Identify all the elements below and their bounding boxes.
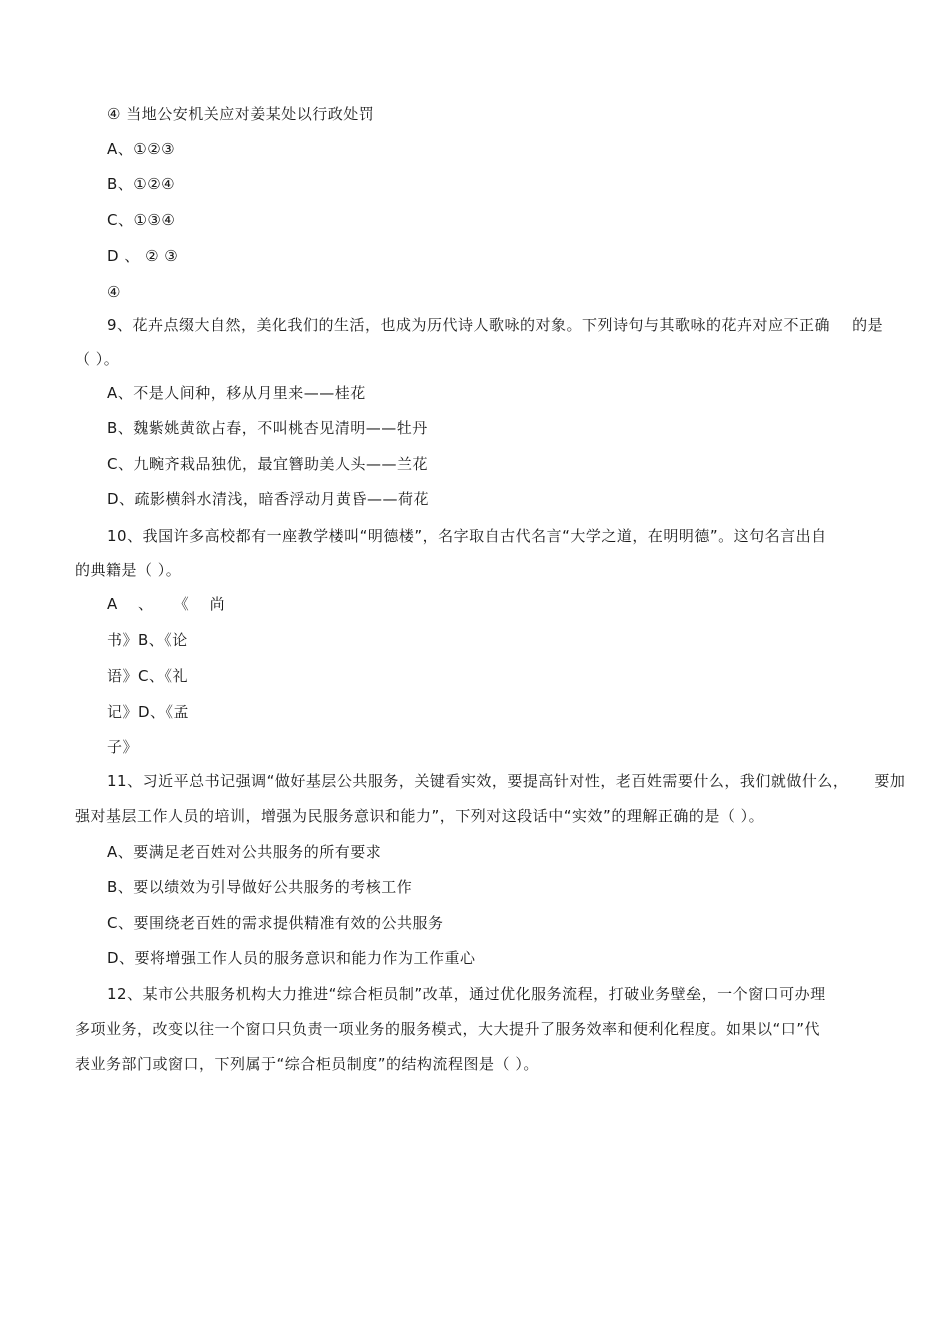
- q11-option-b: B、要以绩效为引导做好公共服务的考核工作: [107, 878, 413, 896]
- q11-stem-line2: 强对基层工作人员的培训，增强为民服务意识和能力”，下列对这段话中“实效”的理解正确的是（ ）。: [75, 807, 765, 825]
- q8-statement-4: ④ 当地公安机关应对姜某处以行政处罚: [107, 105, 375, 123]
- q11-stem-line1: [107, 771, 905, 791]
- q9-stem-line1: [107, 315, 883, 335]
- q10-option-line3: 语》C、《礼: [107, 667, 188, 685]
- q11-stem-line1-b: 要加: [874, 772, 906, 790]
- q8-option-d-continued: ④: [107, 283, 121, 301]
- q12-stem-line3: 表业务部门或窗口，下列属于“综合柜员制度”的结构流程图是（ ）。: [75, 1055, 539, 1073]
- q9-stem-line2: （ ）。: [75, 350, 120, 368]
- q9-option-b: B、魏紫姚黄欲占春，不叫桃杏见清明——牡丹: [107, 419, 428, 437]
- q9-stem-line1-b: 的是: [852, 316, 884, 334]
- q9-option-d: D、疏影横斜水清浅，暗香浮动月黄昏——荷花: [107, 490, 430, 508]
- q11-option-a: A、要满足老百姓对公共服务的所有要求: [107, 843, 382, 861]
- q8-option-b: B、①②④: [107, 175, 176, 193]
- q11-option-c: C、要围绕老百姓的需求提供精准有效的公共服务: [107, 914, 444, 932]
- q11-stem-line1-a: 11、习近平总书记强调“做好基层公共服务，关键看实效，要提高针对性，老百姓需要什么，我们就做什么，: [107, 772, 849, 790]
- q10-option-line2: 书》B、《论: [107, 631, 188, 649]
- q8-option-a: A、①②③: [107, 140, 176, 158]
- q10-stem-line1: 10、我国许多高校都有一座教学楼叫“明德楼”，名字取自古代名言“大学之道，在明明德”。这句名言出自: [107, 527, 827, 545]
- q12-stem-line1: 12、某市公共服务机构大力推进“综合柜员制”改革，通过优化服务流程，打破业务壁垒，一个窗口可办理: [107, 985, 826, 1003]
- q11-option-d: D、要将增强工作人员的服务意识和能力作为工作重心: [107, 949, 476, 967]
- q8-option-c: C、①③④: [107, 211, 176, 229]
- q12-stem-line2: 多项业务，改变以往一个窗口只负责一项业务的服务模式，大大提升了服务效率和便利化程度。如果以“口”代: [75, 1020, 821, 1038]
- q9-option-a: A、不是人间种，移从月里来——桂花: [107, 384, 366, 402]
- q9-option-c: C、九畹齐栽品独优，最宜簪助美人头——兰花: [107, 455, 428, 473]
- q8-option-d: D 、 ② ③: [107, 247, 179, 265]
- q10-option-line1: A 、 《 尚: [107, 595, 233, 613]
- q10-option-line4: 记》D、《孟: [107, 703, 190, 721]
- q9-stem-line1-a: 9、花卉点缀大自然，美化我们的生活，也成为历代诗人歌咏的对象。下列诗句与其歌咏的花卉对应不正确: [107, 316, 831, 334]
- q10-option-line5: 子》: [107, 738, 139, 756]
- q10-stem-line2: 的典籍是（ ）。: [75, 561, 182, 579]
